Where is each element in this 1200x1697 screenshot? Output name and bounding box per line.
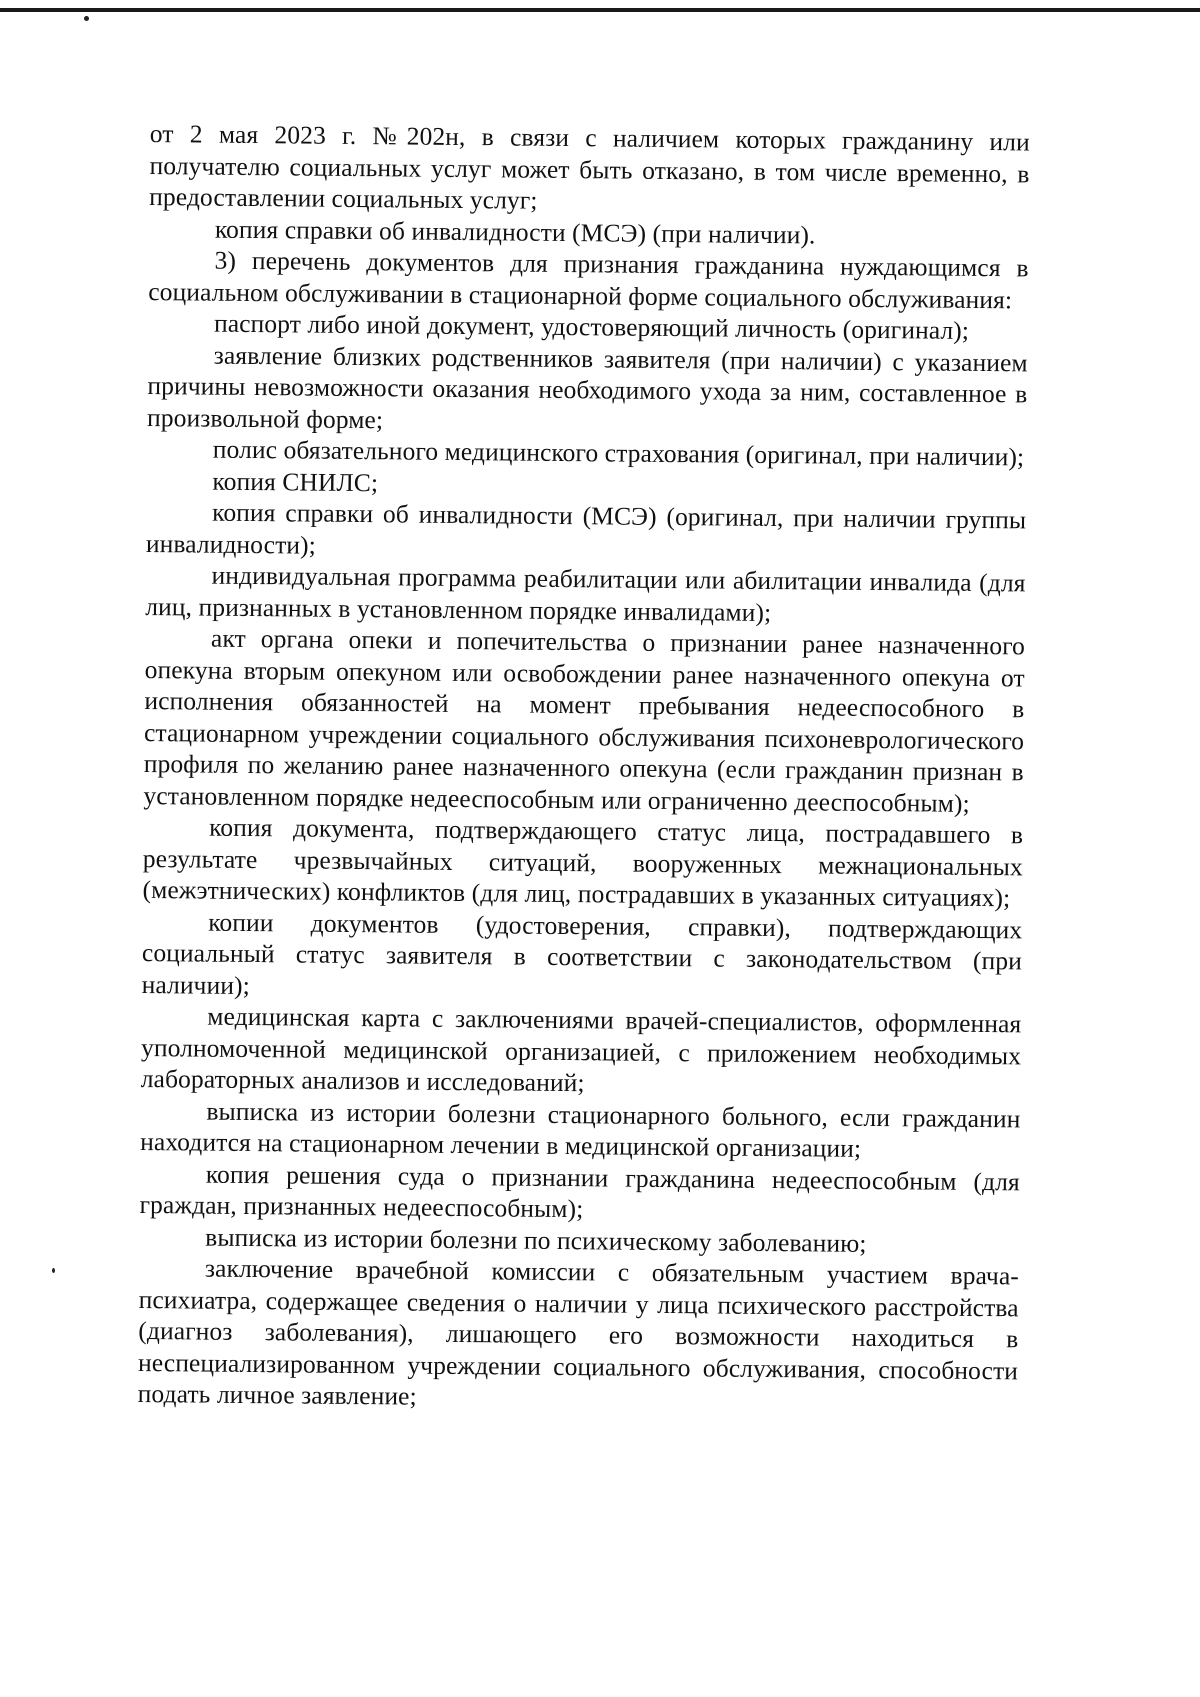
paragraph-snils: копия СНИЛС; (212, 466, 379, 497)
paragraph-medical-card: медицинская карта с заключениями врачей-специалистов, оформленная уполномоченной медицинской организацией, с приложением необходимых лабораторных анализов и исследований; (140, 1001, 1022, 1098)
paragraph-continuation: от 2 мая 2023 г. №202н, в связи с наличием которых гражданину или получателю социальных услуг может быть отказано, в том числе временно, в предоставлении социальных услуг; (149, 118, 1030, 215)
paragraph-emergency-status: копия документа, подтверждающего статус лица, пострадавшего в результате чрезвычайных ситуаций, вооруженных межнациональных (межэтнических) конфликтов (для лиц, пострадавших в указанных ситуациях); (142, 812, 1024, 913)
paragraph-guardianship-act: акт органа опеки и попечительства о признании ранее назначенного опекуна вторым опекуном или освобождении ранее назначенного опекуна от исполнения обязанностей на момент пребывания недееспособного в стационарном учреждении социального обслуживания психоневрологического профиля по желанию ранее назначенного опекуна (если гражданин признан в установленном порядке недееспособным или ограниченно дееспособным); (143, 623, 1026, 818)
paragraph-court-decision: копия решения суда о признании гражданина недееспособным (для граждан, признанных недееспособным); (139, 1159, 1020, 1224)
paragraph-rehabilitation-program: индивидуальная программа реабилитации или абилитации инвалида (для лиц, признанных в установленном порядке инвалидами); (145, 560, 1026, 627)
paragraph-social-status-documents: копии документов (удостоверения, справки), подтверждающих социальный статус заявителя в соответствии с законодательством (при наличии); (141, 907, 1023, 1000)
paragraph-list-heading: 3) перечень документов для признания гражданина нуждающимся в социальном обслуживании в стационарной форме социального обслуживания: (148, 245, 1029, 314)
scan-speck (84, 16, 89, 21)
document-page (138, 118, 1030, 1418)
paragraph-medical-commission: заключение врачебной комиссии с обязательным участием врача-психиатра, содержащее сведения о наличии у лица психического расстройства (диагноз заболевания), лишающего его возможности находиться в неспециализированном учреждении социального обслуживания, способности подать личное заявление; (137, 1253, 1020, 1411)
scan-speck (52, 1268, 55, 1273)
paragraph-disability-certificate-copy: копия справки об инвалидности (МСЭ) (при наличии). (214, 214, 816, 249)
paragraph-medical-insurance: полис обязательного медицинского страхования (оригинал, при наличии); (212, 434, 1025, 472)
scan-top-edge (0, 8, 1200, 12)
paragraph-relatives-statement: заявление близких родственников заявителя (при наличии) с указанием причины невозможности оказания необходимого ухода за ним, составленное в произвольной форме; (146, 340, 1028, 434)
paragraph-disability-certificate: копия справки об инвалидности (МСЭ) (оригинал, при наличии группы инвалидности); (145, 497, 1027, 560)
paragraph-psychiatric-extract: выписка из истории болезни по психическому заболеванию; (205, 1222, 867, 1258)
paragraph-passport: паспорт либо иной документ, удостоверяющий личность (оригинал); (213, 308, 970, 345)
paragraph-inpatient-extract: выписка из истории болезни стационарного больного, если гражданин находится на стационарном лечении в медицинской организации; (140, 1096, 1021, 1163)
